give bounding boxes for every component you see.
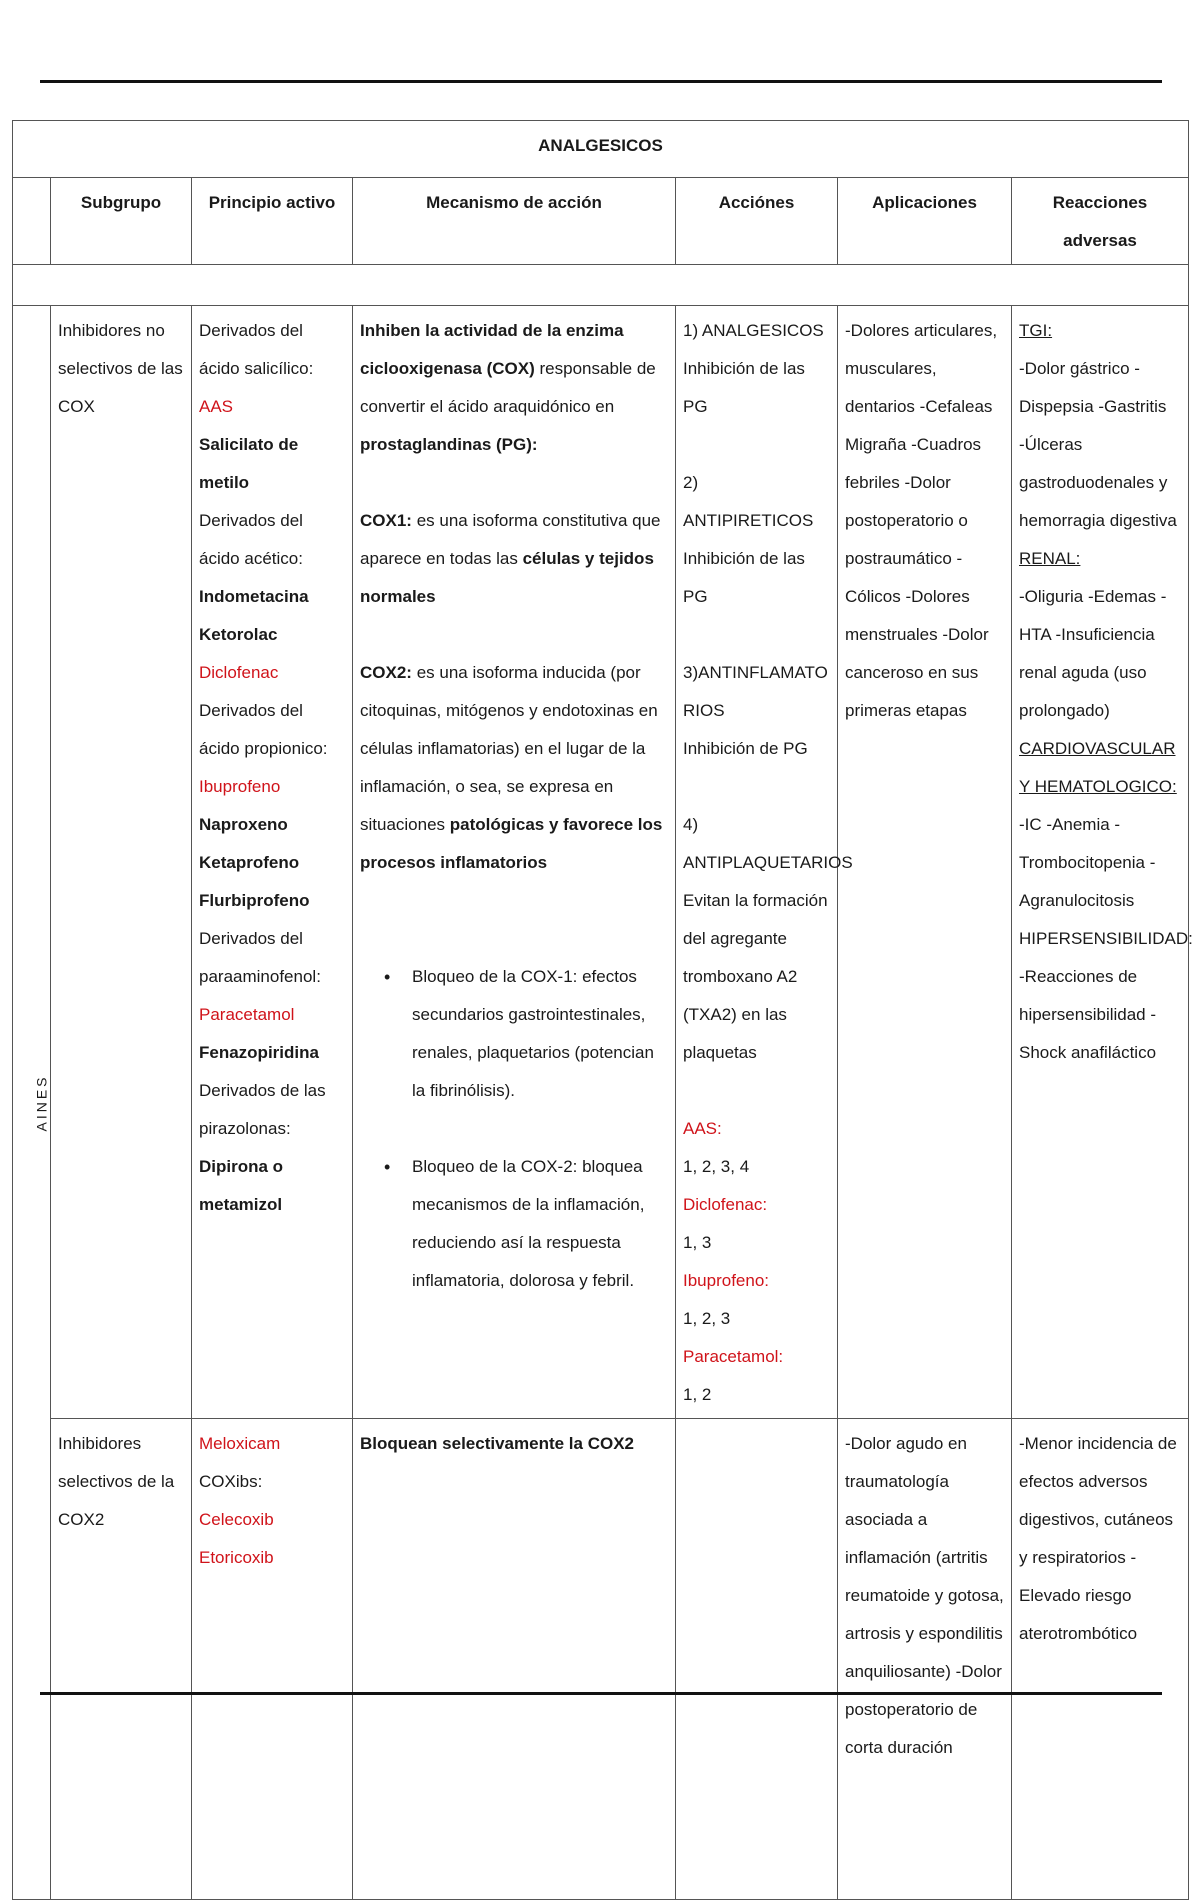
accion-drug-nums: 1, 2, 3	[683, 1309, 731, 1328]
group-label-cell	[13, 306, 51, 1900]
accion-title: 2) ANTIPIRETICOS	[683, 473, 814, 530]
accion-title: 1) ANALGESICOS	[683, 321, 824, 340]
principio-item: Fenazopiridina	[199, 1043, 319, 1062]
mecanismo-text: responsable de convertir el ácido araquidónico en	[360, 359, 656, 416]
principio-item: Derivados del ácido propionico:	[199, 701, 328, 758]
reaccion-title: HIPERSENSIBILIDAD:	[1019, 929, 1193, 948]
principio-item: Derivados del paraaminofenol:	[199, 929, 321, 986]
reaccion-items: -Oliguria -Edemas -HTA -Insuficiencia renal aguda (uso prolongado)	[1019, 587, 1167, 720]
principio-item: Flurbiprofeno	[199, 891, 310, 910]
principio-item: Diclofenac	[199, 663, 279, 682]
reaccion-items: -Reacciones de hipersensibilidad -Shock anafiláctico	[1019, 967, 1157, 1062]
accion-title: 3)ANTINFLAMATORIOS	[683, 663, 828, 720]
mecanismo-paragraph	[360, 502, 668, 616]
header-reacciones: Reacciones adversas	[1012, 178, 1189, 265]
row2-subgrupo: Inhibidores selectivos de la COX2	[51, 1419, 192, 1900]
top-rule	[40, 80, 1162, 83]
row2-acciones	[676, 1419, 838, 1900]
header-subgrupo: Subgrupo	[51, 178, 192, 265]
principio-item: Ketaprofeno	[199, 853, 300, 872]
row1-principio	[192, 306, 353, 1419]
table-title: ANALGESICOS	[13, 121, 1189, 178]
row1-acciones	[676, 306, 853, 1419]
principio-item: Naproxeno	[199, 815, 288, 834]
accion-text: Inhibición de PG	[683, 739, 808, 758]
reaccion-items: -Dolor gástrico -Dispepsia -Gastritis -Úlceras gastroduodenales y hemorragia digestiva	[1019, 359, 1177, 530]
row1-aplicaciones: -Dolores articulares, musculares, dentarios -Cefaleas Migraña -Cuadros febriles -Dolor postoperatorio o postraumático -Cólicos -Dolores menstruales -Dolor canceroso en sus primeras etapas	[838, 306, 1012, 1419]
mecanismo-paragraph	[360, 654, 668, 882]
accion-drug-nums: 1, 2	[683, 1385, 712, 1404]
principio-item: Derivados de las pirazolonas:	[199, 1081, 326, 1138]
row1-subgrupo: Inhibidores no selectivos de las COX	[51, 306, 192, 1419]
reaccion-title: TGI:	[1019, 321, 1053, 340]
accion-text: Evitan la formación del agregante tromboxano A2 (TXA2) en las plaquetas	[683, 891, 828, 1062]
accion-drug: AAS:	[683, 1119, 722, 1138]
row2-reacciones: -Menor incidencia de efectos adversos digestivos, cutáneos y respiratorios -Elevado riesgo aterotrombótico	[1012, 1419, 1189, 1900]
principio-item: Indometacina	[199, 587, 309, 606]
reaccion-items: -IC -Anemia -Trombocitopenia -Agranulocitosis	[1019, 815, 1156, 910]
mecanismo-paragraph	[360, 312, 668, 464]
accion-text: Inhibición de las PG	[683, 359, 805, 416]
principio-item: Salicilato de metilo	[199, 435, 299, 492]
row2-principio	[192, 1419, 353, 1900]
mecanismo-bold: COX1:	[360, 511, 412, 530]
bullet-item: • Bloqueo de la COX-1: efectos secundarios gastrointestinales, renales, plaquetarios (potencian la fibrinólisis).	[412, 958, 668, 1110]
row1-reacciones	[1012, 306, 1193, 1419]
mecanismo-bold: células y tejidos normales	[360, 549, 654, 606]
principio-item: Ibuprofeno	[199, 777, 281, 796]
mecanismo-text: es una isoforma inducida (por citoquinas, mitógenos y endotoxinas en células inflamatorias) en el lugar de la inflamación, o sea, se expresa en situaciones	[360, 663, 658, 834]
accion-text: Inhibición de las PG	[683, 549, 805, 606]
header-empty	[13, 178, 51, 265]
principio-item: Etoricoxib	[199, 1548, 274, 1567]
principio-item: Celecoxib	[199, 1510, 274, 1529]
principio-item: Paracetamol	[199, 1005, 295, 1024]
mecanismo-bullets	[360, 958, 668, 1300]
principio-item: Ketorolac	[199, 625, 278, 644]
mecanismo-bold: patológicas y favorece los procesos inflamatorios	[360, 815, 663, 872]
table-row	[13, 306, 1189, 1419]
group-label: AINES	[33, 1073, 50, 1132]
accion-title: 4) ANTIPLAQUETARIOS	[683, 815, 853, 872]
reaccion-title: CARDIOVASCULAR Y HEMATOLOGICO:	[1019, 739, 1177, 796]
accion-drug: Paracetamol:	[683, 1347, 784, 1366]
principio-item: Derivados del ácido acético:	[199, 511, 303, 568]
row2-aplicaciones: -Dolor agudo en traumatología asociada a inflamación (artritis reumatoide y gotosa, artrosis y espondilitis anquiliosante) -Dolor postoperatorio de corta duración	[838, 1419, 1012, 1900]
mecanismo-bold: prostaglandinas (PG):	[360, 435, 538, 454]
bottom-rule	[40, 1692, 1162, 1695]
bullet-item: • Bloqueo de la COX-2: bloquea mecanismos de la inflamación, reduciendo así la respuesta inflamatoria, dolorosa y febril.	[412, 1148, 668, 1300]
row1-mecanismo	[353, 306, 676, 1419]
mecanismo-bold: Inhiben la actividad de la enzima ciclooxigenasa (COX)	[360, 321, 624, 378]
principio-item: Dipirona o metamizol	[199, 1157, 284, 1214]
principio-item: COXibs:	[199, 1472, 263, 1491]
accion-drug-nums: 1, 2, 3, 4	[683, 1157, 750, 1176]
principio-item: Meloxicam	[199, 1434, 281, 1453]
mecanismo-text: es una isoforma constitutiva que aparece en todas las	[360, 511, 661, 568]
accion-drug: Diclofenac:	[683, 1195, 768, 1214]
principio-item: Derivados del ácido salicílico:	[199, 321, 314, 378]
row2-mecanismo: Bloquean selectivamente la COX2	[353, 1419, 676, 1900]
header-acciones: Acciónes	[676, 178, 838, 265]
header-principio: Principio activo	[192, 178, 353, 265]
accion-drug-nums: 1, 3	[683, 1233, 712, 1252]
accion-drug: Ibuprofeno:	[683, 1271, 770, 1290]
table-row	[13, 1419, 1189, 1900]
mecanismo-bold: COX2:	[360, 663, 412, 682]
header-aplicaciones: Aplicaciones	[838, 178, 1012, 265]
analgesicos-table	[12, 120, 1193, 1900]
principio-item: AAS	[199, 397, 234, 416]
header-mecanismo: Mecanismo de acción	[353, 178, 676, 265]
spacer-row	[13, 265, 1189, 306]
reaccion-title: RENAL:	[1019, 549, 1081, 568]
